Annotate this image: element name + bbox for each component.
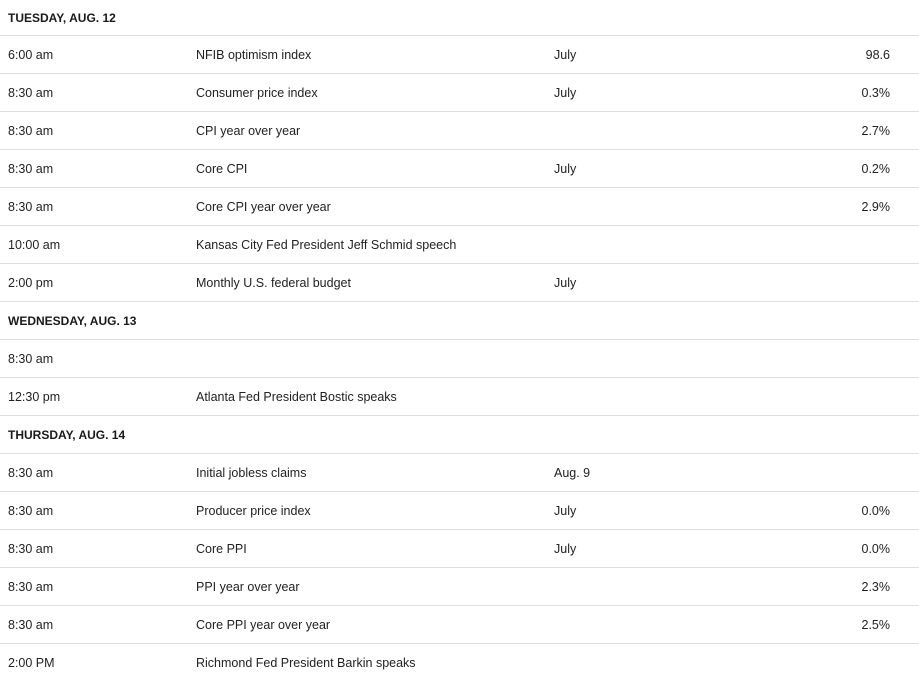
table-row — [0, 530, 919, 568]
section-header-row — [0, 416, 919, 454]
period-cell: July — [554, 541, 577, 556]
event-cell: Initial jobless claims — [196, 465, 307, 480]
table-row — [0, 226, 919, 264]
period-cell: July — [554, 161, 577, 176]
time-cell: 8:30 am — [8, 351, 54, 366]
section-header-row — [0, 302, 919, 340]
table-row — [0, 340, 919, 378]
time-cell: 2:00 PM — [8, 656, 55, 670]
time-cell: 8:30 am — [8, 161, 54, 176]
event-cell: Richmond Fed President Barkin speaks — [196, 656, 416, 670]
value-cell: 2.5% — [861, 617, 890, 632]
period-cell: July — [554, 275, 577, 290]
time-cell: 8:30 am — [8, 579, 54, 594]
event-cell: Core CPI — [196, 161, 248, 176]
period-cell: July — [554, 503, 577, 518]
table-row — [0, 264, 919, 302]
table-row — [0, 112, 919, 150]
table-row — [0, 378, 919, 416]
time-cell: 10:00 am — [8, 237, 61, 252]
value-cell: 0.2% — [861, 161, 890, 176]
event-cell: Producer price index — [196, 503, 311, 518]
table-row — [0, 74, 919, 112]
event-cell: PPI year over year — [196, 579, 300, 594]
event-cell: CPI year over year — [196, 123, 301, 138]
time-cell: 8:30 am — [8, 617, 54, 632]
table-row — [0, 568, 919, 606]
time-cell: 8:30 am — [8, 465, 54, 480]
table-row — [0, 150, 919, 188]
section-title: WEDNESDAY, AUG. 13 — [8, 313, 137, 328]
value-cell: 98.6 — [865, 47, 890, 62]
time-cell: 8:30 am — [8, 541, 54, 556]
event-cell: Atlanta Fed President Bostic speaks — [196, 389, 397, 404]
event-cell: Core PPI year over year — [196, 617, 331, 632]
time-cell: 8:30 am — [8, 503, 54, 518]
value-cell: 0.0% — [861, 541, 890, 556]
table-row — [0, 188, 919, 226]
period-cell: Aug. 9 — [554, 465, 591, 480]
value-cell: 2.3% — [861, 579, 890, 594]
time-cell: 8:30 am — [8, 85, 54, 100]
section-title: TUESDAY, AUG. 12 — [8, 10, 116, 25]
time-cell: 8:30 am — [8, 123, 54, 138]
section-header-row — [0, 0, 919, 36]
period-cell: July — [554, 47, 577, 62]
table-row — [0, 36, 919, 74]
period-cell: July — [554, 85, 577, 100]
table-row — [0, 606, 919, 644]
value-cell: 0.3% — [861, 85, 890, 100]
table-row — [0, 644, 919, 682]
section-title: THURSDAY, AUG. 14 — [8, 427, 126, 442]
value-cell: 2.7% — [861, 123, 890, 138]
event-cell: Core PPI — [196, 541, 247, 556]
value-cell: 0.0% — [861, 503, 890, 518]
time-cell: 6:00 am — [8, 47, 54, 62]
value-cell: 2.9% — [861, 199, 890, 214]
event-cell: Kansas City Fed President Jeff Schmid speech — [196, 237, 457, 252]
table-row — [0, 454, 919, 492]
event-cell: NFIB optimism index — [196, 47, 312, 62]
event-cell: Core CPI year over year — [196, 199, 331, 214]
time-cell: 12:30 pm — [8, 389, 61, 404]
event-cell: Consumer price index — [196, 85, 318, 100]
table-row — [0, 492, 919, 530]
event-cell: Monthly U.S. federal budget — [196, 275, 351, 290]
time-cell: 2:00 pm — [8, 275, 54, 290]
time-cell: 8:30 am — [8, 199, 54, 214]
